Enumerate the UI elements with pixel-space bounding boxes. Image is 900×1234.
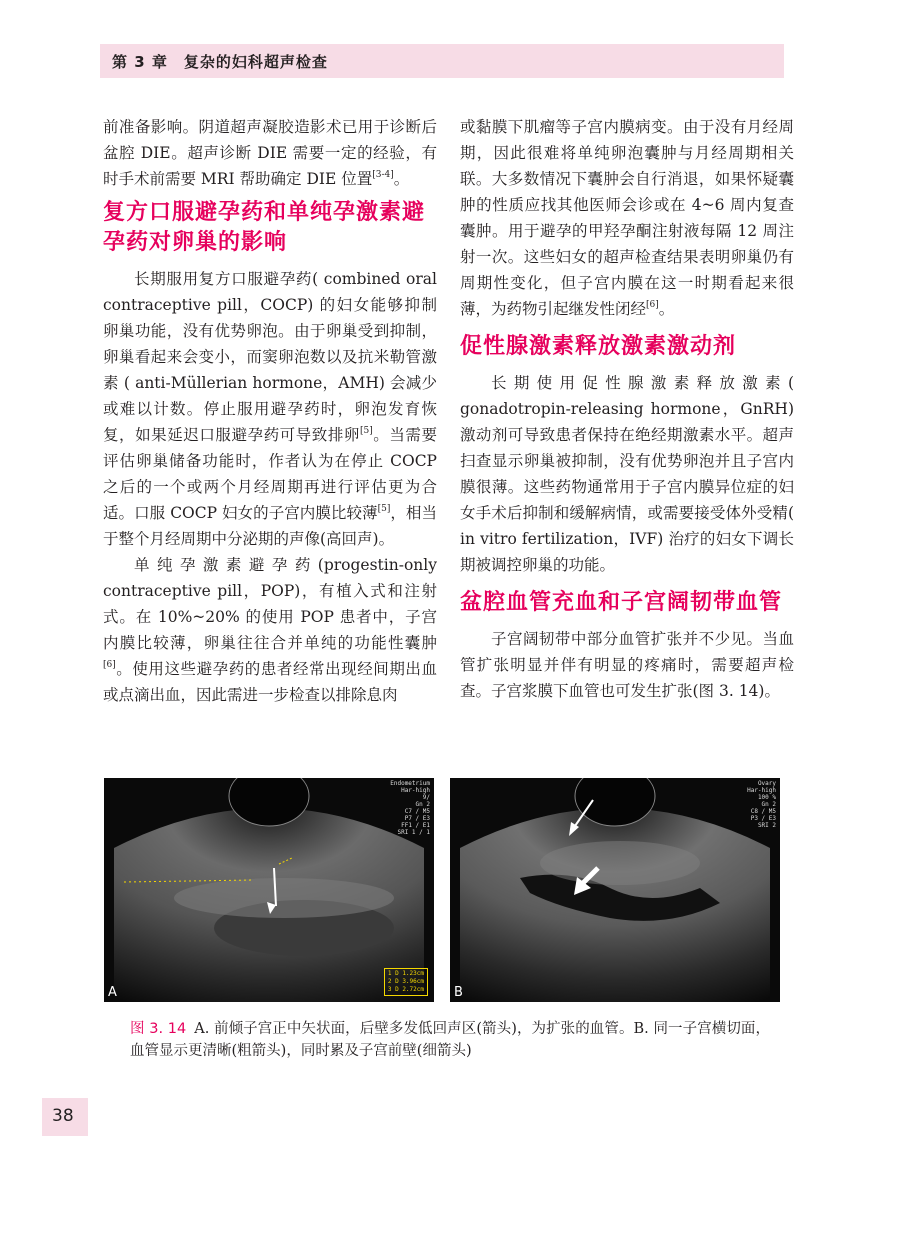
paragraph xyxy=(103,552,437,708)
paragraph xyxy=(103,266,437,552)
text: ，相当于整个月经周期中分泌期的声像(高回声)。 xyxy=(103,504,437,548)
caption-text: A. 前倾子宫正中矢状面，后壁多发低回声区(箭头)，为扩张的血管。B. 同一子宫横切面，血管显示更清晰(粗箭头)，同时累及子宫前壁(细箭头) xyxy=(130,1021,770,1059)
paragraph: 长期使用促性腺激素释放激素( gonadotropin-releasing hormone，GnRH) 激动剂可导致患者保持在绝经期激素水平。超声扫查显示卵巢被抑制，没有优势卵泡并且子宫内膜很薄。这些药物通常用于子宫内膜异位症的妇女手术后抑制和缓解病情，或需要接受体外受精( in vitro fertilization，IVF) 治疗的妇女下调长期被调控卵巢的功能。 xyxy=(460,374,794,574)
ultrasound-image-a xyxy=(104,778,434,1002)
text: 。使用这些避孕药的患者经常出现经间期出血或点滴出血，因此需进一步检查以排除息肉 xyxy=(103,660,437,704)
text: 长期服用复方口服避孕药( combined oral contraceptive pill，COCP) 的妇女能够抑制卵巢功能，没有优势卵泡。由于卵巢受到抑制，卵巢看起来会变小，而窦卵泡数以及抗米勒管激素 ( anti-Müllerian hormone，AMH) 会减少或难以计数。停止服用避孕药时，卵泡发育恢复，如果延迟口服避孕药可导致排卵 xyxy=(103,270,437,444)
citation: [6] xyxy=(646,300,659,310)
citation: [5] xyxy=(377,504,391,514)
right-column xyxy=(460,114,794,704)
ultrasound-scan-b xyxy=(450,778,780,1002)
chapter-title: 第 3 章 复杂的妇科超声检查 xyxy=(112,53,328,71)
measurement-box: 1 D 1.23cm 2 D 3.96cm 3 D 2.72cm xyxy=(384,968,428,996)
left-column xyxy=(103,114,437,708)
text: 前准备影响。阴道超声凝胶造影术已用于诊断后盆腔 DIE。超声诊断 DIE 需要一定的经验，有时手术前需要 MRI 帮助确定 DIE 位置 xyxy=(103,118,437,188)
text: 。当需要评估卵巢储备功能时，作者认为在停止 COCP 之后的一个或两个月经周期再进行评估更为合适。口服 COCP 妇女的子宫内膜比较薄 xyxy=(103,426,437,522)
text: 。 xyxy=(393,170,410,188)
panel-label-b: B xyxy=(454,985,463,1000)
figure-caption xyxy=(130,1018,770,1062)
section-heading: 复方口服避孕药和单纯孕激素避孕药对卵巢的影响 xyxy=(103,200,426,255)
figure-number: 图 3. 14 xyxy=(130,1021,187,1037)
text: 或黏膜下肌瘤等子宫内膜病变。由于没有月经周期，因此很难将单纯卵泡囊肿与月经周期相关联。大多数情况下囊肿会自行消退，如果怀疑囊肿的性质应找其他医师会诊或在 4~6 周内复查囊肿。用于避孕的甲羟孕酮注射液每隔 12 周注射一次。这些妇女的超声检查结果表明卵巢仍有周期性变化，但子宫内膜在这一时期看起来很薄，为药物引起继发性闭经 xyxy=(460,118,794,318)
ultrasound-image-b xyxy=(450,778,780,1002)
paragraph xyxy=(103,114,437,192)
text: 单纯孕激素避孕药(progestin-only contraceptive pill，POP)，有植入式和注射式。在 10%~20% 的使用 POP 患者中，子宫内膜比较薄，卵巢往往合并单纯的功能性囊肿 xyxy=(103,556,437,652)
paragraph xyxy=(460,114,794,322)
scan-info-b: Ovary Har-high 100 % Gn 2 C8 / M5 P3 / E3 SRI 2 xyxy=(747,780,776,829)
page-number: 38 xyxy=(52,1106,74,1126)
section-heading: 促性腺激素释放激素激动剂 xyxy=(460,334,737,359)
page-number-box xyxy=(42,1098,88,1136)
citation: [3-4] xyxy=(372,170,394,180)
text: 。 xyxy=(658,300,675,318)
scan-info-a: Endometrium Har-high 9/ Gn 2 C7 / M5 P7 / E3 FF1 / E1 SRI 1 / 1 xyxy=(390,780,430,836)
citation: [5] xyxy=(359,426,373,436)
panel-label-a: A xyxy=(108,985,117,1000)
citation: [6] xyxy=(103,660,116,670)
paragraph: 子宫阔韧带中部分血管扩张并不少见。当血管扩张明显并伴有明显的疼痛时，需要超声检查。子宫浆膜下血管也可发生扩张(图 3. 14)。 xyxy=(460,630,794,700)
section-heading: 盆腔血管充血和子宫阔韧带血管 xyxy=(460,590,783,615)
chapter-header xyxy=(100,44,784,78)
